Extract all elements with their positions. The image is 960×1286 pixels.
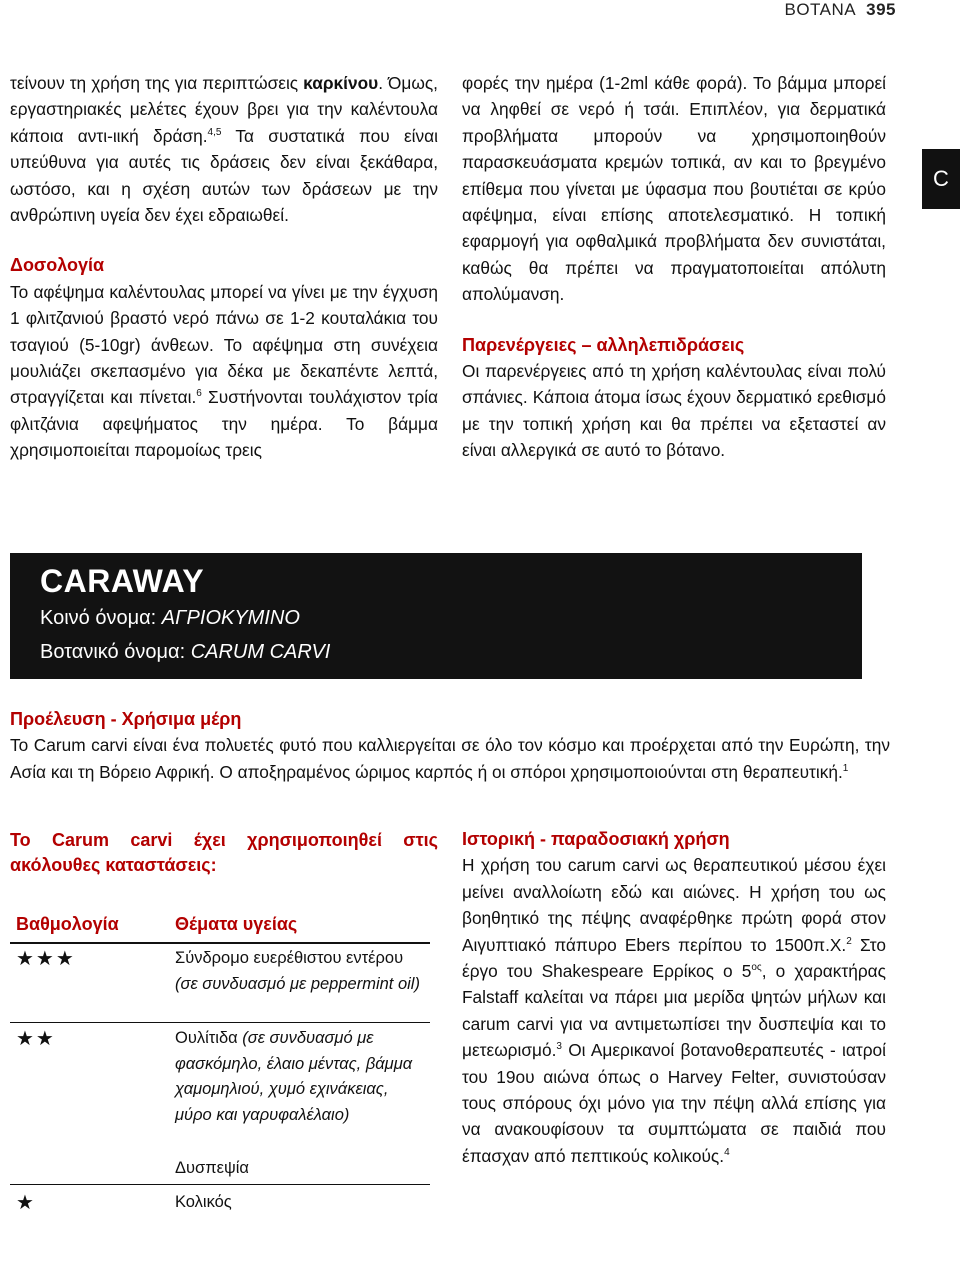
row-divider	[10, 1022, 430, 1023]
common-name-line: Κοινό όνομα: ΑΓΡΙΟΚΥΜΙΝΟ	[40, 607, 300, 629]
botanical-name: CARUM CARVI	[190, 641, 331, 663]
side-effects-paragraph: Οι παρενέργειες από τη χρήση καλέντουλας είναι πολύ σπάνιες. Κάποια άτομα ίσως έχουν δερματικό ερεθισμό με την τοπική χρήση και θα πρέπει να εξεταστεί αν είναι αλλεργικά σε αυτό το βότανο.	[462, 361, 886, 461]
botanical-name-line: Βοτανικό όνομα: CARUM CARVI	[40, 641, 331, 663]
rating-stars: ★	[16, 1192, 36, 1214]
section-title: ΒΟΤΑΝΑ	[784, 0, 857, 19]
left-column-top	[10, 70, 438, 464]
origin-section	[10, 706, 890, 785]
thumb-index-tab	[922, 149, 960, 209]
dosage-continued-paragraph: φορές την ημέρα (1-2ml κάθε φορά). Το βάμμα μπορεί να ληφθεί σε νερό ή τσάι. Επιπλέον, για δερματικά προβλήματα μπορούν να χρησιμοποιηθούν παρασκευάσματα κρεμών τοπικά, αν και το βρεγμένο επίθεμα που γίνεται με ύφασμα που βουτιέται σε κρύο αφέψημα, είναι επίσης αποτελεσματικό. Η τοπική εφαρμογή για οφθαλμικά προβλήματα δεν συνιστάται, καθώς θα πρέπει να πραγματοποιείται απόλυτη απολύμανση.	[462, 73, 886, 305]
grading-table-header	[10, 910, 430, 944]
running-header	[784, 0, 896, 22]
origin-paragraph: Το Carum carvi είναι ένα πολυετές φυτό που καλλιεργείται σε όλο τον κόσμο και προέρχεται από την Ευρώπη, την Ασία και τη Βόρειο Αφρική. Ο αποξηραμένος ώριμος καρπός ή οι σπόροι χρησιμοποιούνται στη θεραπευτική.$^1$	[10, 735, 890, 782]
health-topic: Ουλίτιδα (σε συνδυασμό με φασκόμηλο, έλαιο μέντας, βάμμα χαμομηλιού, χυμό εχινάκειας, μύρο και γαρυφαλέλαιο)	[175, 1029, 413, 1124]
health-topic: Σύνδρομο ευερέθιστου εντέρου (σε συνδυασμό με peppermint oil)	[175, 949, 420, 993]
herb-title: CARAWAY	[40, 563, 205, 599]
dosage-paragraph: Το αφέψημα καλέντουλας μπορεί να γίνει με την έγχυση 1 φλιτζανιού βραστό νερό πάνω σε 1-2 κουταλάκια του τσαγιού (5-10gr) άνθεων. Το αφέψημα στη συνέχεια μουλιάζει σκεπασμένο για δέκα με δεκαπέντε λεπτά, στραγγίζεται και πίνεται.$^6$ Συστήνονται τουλάχιστον τρία φλιτζάνια αφεψήματος την ημέρα. Το βάμμα χρησιμοποιείται παρομοίως τρεις	[10, 281, 438, 461]
rating-stars: ★★	[16, 1028, 56, 1050]
intro-paragraph: τείνουν τη χρήση της για περιπτώσεις καρκίνου. Όμως, εργαστηριακές μελέτες έχουν βρει για την καλέντουλα κάποια αντι-ιική δράση.$^{4,5}$ Τα συστατικά που είναι υπεύθυνα για αυτές τις δράσεις δεν είναι ξεκάθαρα, ωστόσο, και η σχέση αυτών των δράσεων με την ανθρώπινη υγεία δεν έχει εδραιωθεί.	[10, 73, 438, 226]
dosage-heading: Δοσολογία	[10, 255, 105, 276]
page-number: 395	[866, 0, 896, 19]
right-column-top	[462, 70, 886, 464]
herb-title-banner	[10, 553, 862, 679]
history-section	[462, 826, 886, 1169]
common-name: ΑΓΡΙΟΚΥΜΙΝΟ	[161, 607, 300, 629]
health-topic: Κολικός	[175, 1193, 232, 1211]
history-heading: Ιστορική - παραδοσιακή χρήση	[462, 829, 730, 849]
rating-column-header: Βαθμολογία	[16, 914, 119, 934]
uses-title: Το Carum carvi έχει χρησιμοποιηθεί στις ακόλουθες καταστάσεις:	[10, 830, 438, 875]
rating-stars: ★★★	[16, 948, 76, 970]
history-paragraph: Η χρήση του carum carvi ως θεραπευτικού μέσου έχει μείνει αναλλοίωτη εδώ και αιώνες. Η χρήση του ως βοηθητικό της πέψης αναφέρθηκε πρώτη φορά στον Αιγυπτιακό πάπυρο Ebers περίπου το 1500π.Χ.$^2$ Στο έργο του Shakespeare Ερρίκος ο $5^{o\varsigma}$, ο χαρακτήρας Falstaff καλείται να πάρει μια μερίδα ψητών μήλων και carum carvi για να αντιμετωπίσει την δυσπεψία και το μετεωρισμό.$^3$ Οι Αμερικανοί βοτανοθεραπευτές - ιατροί του 19ου αιώνα όπως ο Harvey Felter, συνιστούσαν τους σπόρους όχι μόνο για την πέψη αλλά επίσης για να ανακουφίσουν τα συμπτώματα σε παιδιά που έπασχαν από πεπτικούς κολικούς.$^4$	[462, 855, 887, 1166]
side-effects-heading: Παρενέργειες – αλληλεπιδράσεις	[462, 334, 745, 355]
topics-column-header: Θέματα υγείας	[175, 914, 298, 934]
thumb-tab-letter: C	[933, 166, 949, 191]
row-divider	[10, 1184, 430, 1185]
health-topic: Δυσπεψία	[175, 1159, 249, 1177]
origin-heading: Προέλευση - Χρήσιμα μέρη	[10, 709, 242, 729]
